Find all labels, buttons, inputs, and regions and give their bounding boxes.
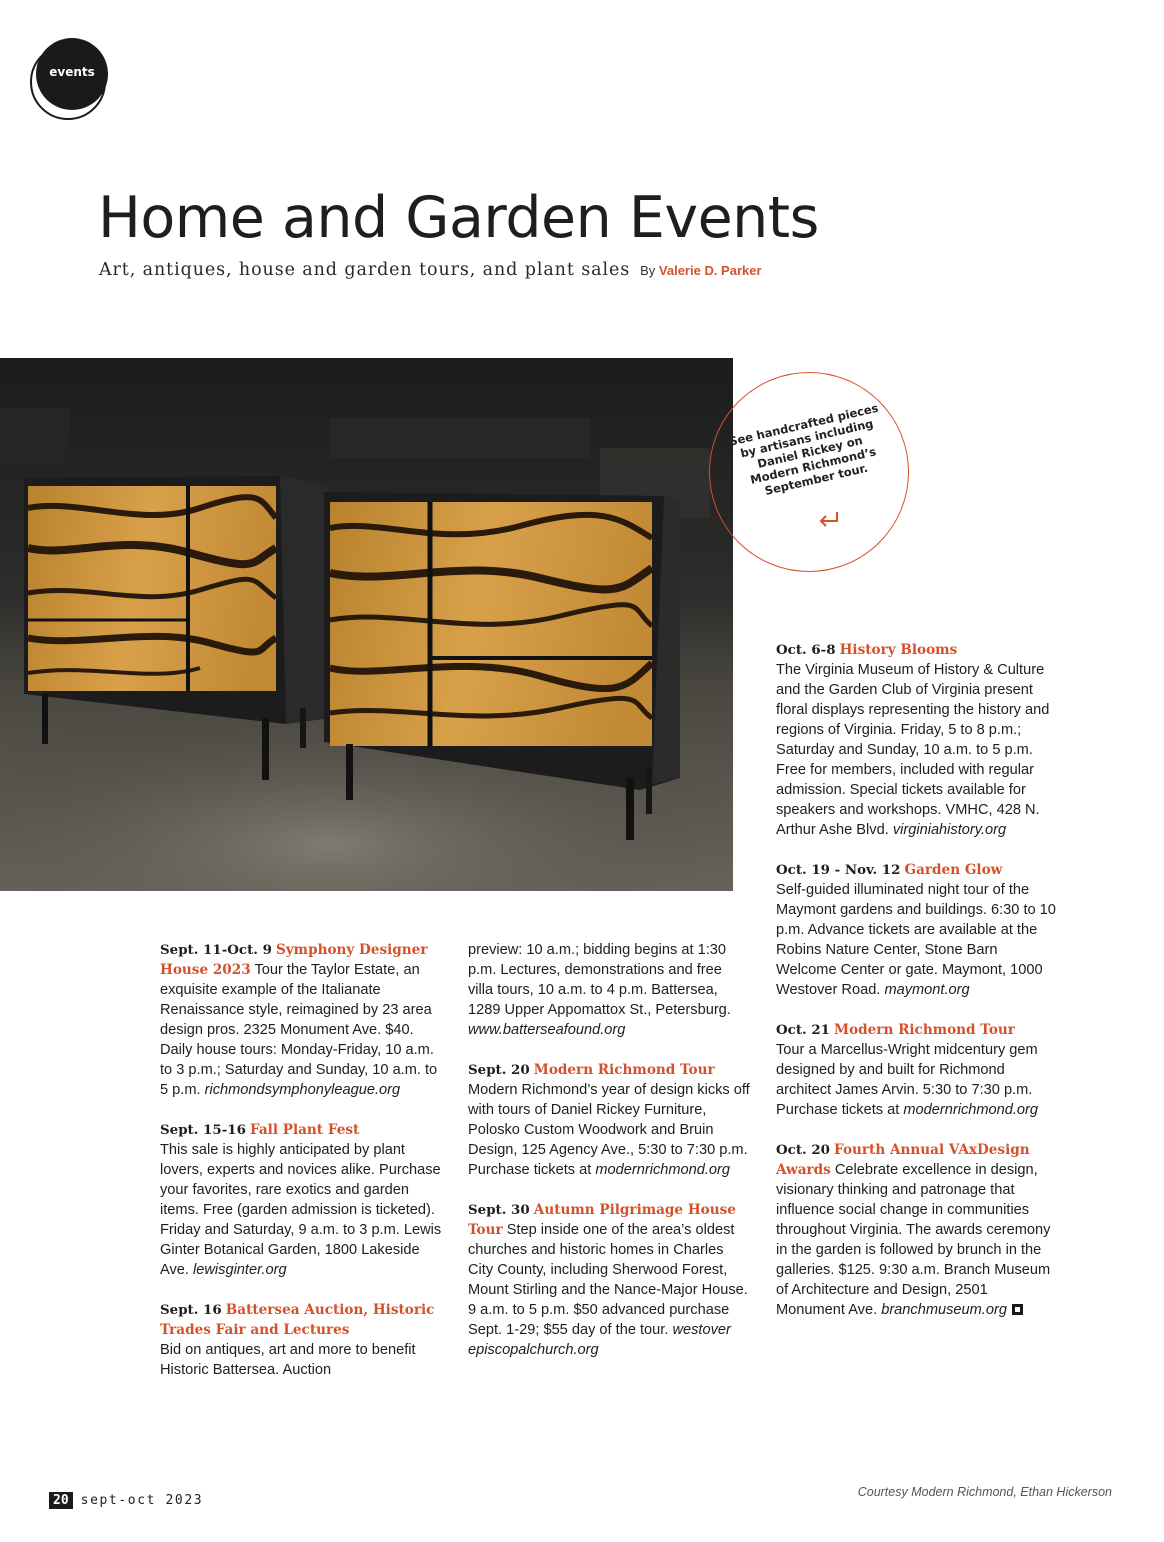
event-date: Oct. 20 <box>776 1142 830 1158</box>
event-description: Tour the Taylor Estate, an exquisite example of the Italianate Renaissance style, reimagined by 23 area design pros. 2325 Monument Ave. $40. Daily house tours: Monday-Friday, 10 a.m. to 3 p.m.; Saturday and Sunday, 10 a.m. to 5 p.m. <box>160 962 438 1098</box>
event-description: Tour a Marcellus-Wright midcentury gem designed by and built for Richmond architect James Arvin. 5:30 to 7:30 p.m. Purchase tickets at <box>776 1042 1038 1118</box>
issue-date: sept-oct 2023 <box>80 1493 204 1508</box>
event-description: Self-guided illuminated night tour of the Maymont gardens and buildings. 6:30 to 10 p.m. Advance tickets are available at the Robins Nature Center, Stone Barn Welcome Center or gate. Maymont, 1000 Westover Road. <box>776 882 1056 998</box>
byline <box>640 263 761 278</box>
event-name: Autumn Pilgrimage House Tour <box>468 1202 736 1238</box>
event-description: Bid on antiques, art and more to benefit Historic Battersea. Auction <box>160 1342 416 1378</box>
events-column-2 <box>468 940 750 1380</box>
badge-label: events <box>49 65 95 79</box>
event-url: modernrichmond.org <box>595 1162 731 1178</box>
event-date: Sept. 15-16 <box>160 1122 246 1138</box>
event-url: lewisginter.org <box>193 1262 287 1278</box>
event-date: Oct. 21 <box>776 1022 830 1038</box>
event-url: westover episcopalchurch.org <box>468 1322 731 1358</box>
event-name: Garden Glow <box>904 862 1003 878</box>
event-name: Fall Plant Fest <box>249 1122 360 1138</box>
event-description: preview: 10 a.m.; bidding begins at 1:30 p.m. Lectures, demonstrations and free villa tours, 10 a.m. to 4 p.m. Battersea, 1289 Upper Appomattox St., Petersburg. <box>468 942 731 1018</box>
event-entry <box>468 1060 750 1180</box>
events-badge <box>30 38 114 122</box>
event-entry-continued <box>468 940 750 1040</box>
event-url: virginiahistory.org <box>892 822 1007 838</box>
byline-prefix: By <box>640 263 656 278</box>
event-date: Oct. 19 - Nov. 12 <box>776 862 901 878</box>
event-name: History Blooms <box>839 642 958 658</box>
event-entry <box>776 1140 1058 1320</box>
event-url: richmondsymphonyleague.org <box>204 1082 401 1098</box>
event-description: This sale is highly anticipated by plant lovers, experts and novices alike. Purchase your favorites, rare exotics and garden items. Free (garden admission is ticketed). Friday and Saturday, 9 a.m. to 3 p.m. Lewis Ginter Botanical Garden, 1800 Lakeside Ave. <box>160 1142 442 1278</box>
subtitle: Art, antiques, house and garden tours, and plant sales <box>99 260 631 280</box>
subtitle-line <box>99 260 762 280</box>
author-name: Valerie D. Parker <box>658 263 762 278</box>
event-description: Modern Richmond’s year of design kicks off with tours of Daniel Rickey Furniture, Polosko Custom Woodwork and Bruin Design, 125 Agency Ave., 5:30 to 7:30 p.m. Purchase tickets at <box>468 1082 750 1178</box>
photo-callout <box>709 372 909 572</box>
event-entry <box>160 1300 442 1380</box>
event-url: modernrichmond.org <box>903 1102 1039 1118</box>
page-title: Home and Garden Events <box>98 185 819 251</box>
event-entry <box>160 1120 442 1280</box>
event-url: maymont.org <box>884 982 970 998</box>
event-url: branchmuseum.org <box>881 1302 1007 1318</box>
cabinets-photo <box>0 358 733 891</box>
events-column-1 <box>160 940 442 1400</box>
event-date: Sept. 11-Oct. 9 <box>160 942 272 958</box>
return-arrow-icon <box>818 511 840 527</box>
event-entry <box>776 640 1058 840</box>
end-mark-icon <box>1012 1304 1023 1315</box>
photo-credit: Courtesy Modern Richmond, Ethan Hickerson <box>857 1485 1112 1499</box>
event-name: Modern Richmond Tour <box>533 1062 715 1078</box>
event-name: Fourth Annual VAxDesign Awards <box>776 1142 1030 1178</box>
event-date: Sept. 30 <box>468 1202 530 1218</box>
event-entry <box>776 1020 1058 1120</box>
event-entry <box>160 940 442 1100</box>
event-entry <box>468 1200 750 1360</box>
callout-text: See handcrafted pieces by artisans including Daniel Rickey on Modern Richmond’s September tour. <box>727 400 880 498</box>
page-number: 20 <box>49 1492 73 1509</box>
event-entry <box>776 860 1058 1000</box>
page-folio <box>49 1493 203 1508</box>
event-date: Oct. 6-8 <box>776 642 836 658</box>
event-name: Modern Richmond Tour <box>834 1022 1015 1038</box>
event-date: Sept. 16 <box>160 1302 222 1318</box>
events-column-3 <box>776 640 1058 1340</box>
event-description: Step inside one of the area’s oldest churches and historic homes in Charles City County, including Sherwood Forest, Mount Stirling and the Nance-Major House. 9 a.m. to 5 p.m. $50 advanced purchase Sept. 1-29; $55 day of the tour. <box>468 1222 748 1338</box>
event-date: Sept. 20 <box>468 1062 530 1078</box>
event-name: Symphony Designer House 2023 <box>160 942 428 978</box>
event-description: The Virginia Museum of History & Culture and the Garden Club of Virginia present floral displays representing the history and regions of Virginia. Friday, 5 to 8 p.m.; Saturday and Sunday, 10 a.m. to 5 p.m. Free for members, included with regular admission. Special tickets available for speakers and workshops. VMHC, 428 N. Arthur Ashe Blvd. <box>776 662 1050 838</box>
event-name: Battersea Auction, Historic Trades Fair and Lectures <box>160 1302 435 1338</box>
event-url: www.batterseafound.org <box>468 1022 626 1038</box>
event-description: Celebrate excellence in design, visionary thinking and patronage that influence social change in communities throughout Virginia. The awards ceremony in the garden is followed by brunch in the galleries. $125. 9:30 a.m. Branch Museum of Architecture and Design, 2501 Monument Ave. <box>776 1162 1051 1318</box>
